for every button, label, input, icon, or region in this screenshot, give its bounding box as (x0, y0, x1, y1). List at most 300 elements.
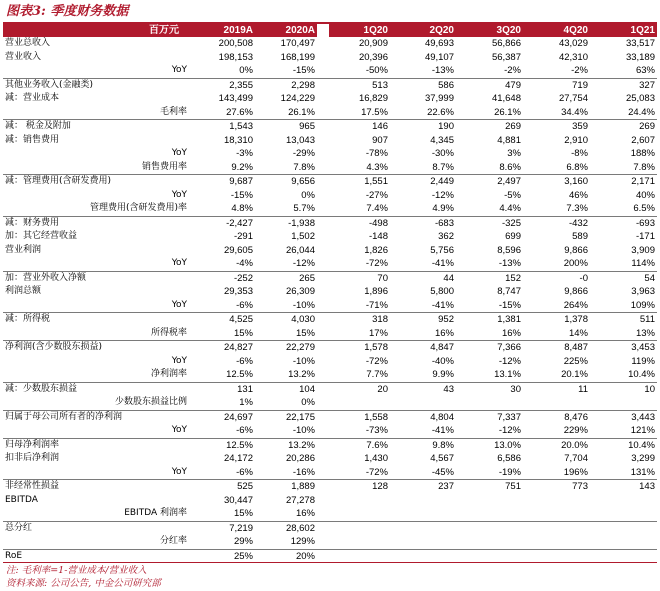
value-cell: 229% (523, 424, 590, 438)
value-cell: -40% (431, 355, 454, 367)
value-cell (590, 521, 657, 535)
value-cell: 1,543 (229, 121, 253, 132)
value-cell: 9.8% (432, 439, 454, 451)
value-cell: -1,938 (288, 217, 315, 229)
value-cell: 29% (193, 535, 255, 549)
value-cell: 27,278 (285, 494, 315, 506)
value-cell: 2,497 (497, 176, 521, 187)
figure-title: 图表3: 季度财务数据 (6, 4, 129, 19)
table-row (3, 438, 657, 452)
value-cell: -45% (390, 466, 456, 480)
gap-cell (317, 189, 329, 203)
table-row (3, 257, 657, 271)
row-label: 加：其它经营收益 (5, 231, 78, 241)
value-cell: 1,826 (364, 244, 388, 256)
value-cell: 49,107 (424, 51, 454, 63)
row-label: 毛利率 (3, 106, 193, 120)
table-row (3, 368, 657, 382)
gap-cell (317, 452, 329, 466)
value-cell: 26.1% (255, 106, 317, 120)
value-cell: 26,044 (285, 244, 315, 256)
table-row (3, 355, 657, 369)
value-cell: -6% (236, 355, 253, 367)
value-cell: 20 (377, 383, 388, 395)
value-cell: 5,800 (430, 286, 454, 297)
row-label: EBITDA 利润率 (3, 507, 193, 521)
value-cell: 131 (237, 383, 253, 395)
value-cell: 15% (255, 327, 317, 341)
value-cell: 479 (505, 79, 521, 91)
header-unit-label: 百万元 (3, 24, 193, 37)
value-cell: 29,605 (223, 244, 253, 256)
value-cell: 4.9% (390, 202, 456, 216)
value-cell: 3% (507, 148, 521, 159)
row-label: YoY (3, 257, 193, 271)
value-cell: 22,175 (285, 411, 315, 423)
table-row (3, 382, 657, 396)
value-cell: 119% (631, 355, 655, 367)
value-cell: 13.2% (255, 368, 317, 382)
row-label: 净利润率 (3, 368, 193, 382)
row-label: 非经常性损益 (5, 481, 60, 491)
value-cell: 2,607 (631, 134, 655, 146)
value-cell: 9.2% (193, 161, 255, 175)
value-cell: 43,029 (558, 38, 588, 49)
value-cell: -15% (230, 189, 253, 201)
value-cell: 200% (523, 257, 590, 271)
value-cell: -12% (431, 189, 454, 201)
value-cell: 43 (443, 383, 454, 395)
row-label: EBITDA (5, 494, 38, 505)
value-cell (523, 494, 590, 508)
value-cell: 7,704 (564, 453, 588, 464)
value-cell: -0 (579, 272, 588, 284)
gap-cell (317, 535, 329, 549)
gap-cell (317, 92, 329, 106)
value-cell: 362 (438, 231, 454, 242)
gap-cell (317, 216, 329, 230)
value-cell: 17% (329, 327, 390, 341)
table-row (3, 51, 657, 65)
value-cell: 0% (193, 64, 255, 78)
value-cell: 70 (377, 272, 388, 284)
table-row (3, 466, 657, 480)
value-cell: 9,866 (564, 286, 588, 297)
value-cell: 24,172 (223, 453, 253, 464)
table-row (3, 494, 657, 508)
value-cell (329, 507, 390, 521)
value-cell: 225% (563, 355, 588, 367)
row-label: 减：所得税 (5, 314, 51, 324)
value-cell: 265 (299, 272, 315, 284)
gap-cell (317, 120, 329, 134)
row-label: YoY (3, 299, 193, 313)
value-cell: 20,396 (358, 51, 388, 63)
col-header: 4Q20 (523, 24, 590, 37)
value-cell: 8,596 (497, 244, 521, 256)
value-cell: 7.8% (590, 161, 657, 175)
value-cell: 1% (193, 396, 255, 410)
value-cell: 719 (572, 79, 588, 91)
value-cell (390, 521, 456, 535)
row-label: 利润总额 (5, 286, 42, 296)
gap-cell (317, 299, 329, 313)
row-label: 其他业务收入(金融类) (5, 79, 94, 90)
value-cell: 20,286 (285, 453, 315, 464)
value-cell: 1,558 (364, 411, 388, 423)
value-cell: -13% (456, 257, 523, 271)
gap-cell (317, 37, 329, 51)
value-cell (456, 396, 523, 410)
value-cell: -3% (236, 148, 253, 159)
value-cell: 907 (372, 134, 388, 146)
value-cell: 4,847 (430, 342, 454, 353)
value-cell: -13% (390, 64, 456, 78)
value-cell: 109% (590, 299, 657, 313)
value-cell: -27% (365, 189, 388, 201)
value-cell: 8,476 (564, 411, 588, 423)
value-cell: 359 (572, 121, 588, 132)
value-cell (523, 507, 590, 521)
value-cell: 124,229 (280, 93, 315, 104)
table-row (3, 549, 657, 563)
table-row (3, 341, 657, 355)
table-row (3, 161, 657, 175)
value-cell: -71% (329, 299, 390, 313)
value-cell: 1,378 (564, 314, 588, 325)
col-header: 2019A (193, 24, 255, 37)
value-cell: -291 (233, 231, 253, 242)
value-cell: 3,299 (631, 453, 655, 464)
gap-cell (317, 202, 329, 216)
table-row (3, 134, 657, 148)
value-cell: 16% (390, 327, 456, 341)
value-cell: 9,687 (229, 176, 253, 187)
value-cell: -73% (329, 424, 390, 438)
value-cell: 589 (572, 231, 588, 242)
value-cell: 49,693 (424, 38, 454, 49)
row-label: 减：管理费用(含研发费用) (5, 176, 112, 186)
table-body (3, 37, 657, 563)
gap-cell (317, 507, 329, 521)
gap-cell (317, 230, 329, 244)
gap-cell (317, 355, 329, 369)
value-cell: 2,298 (291, 79, 315, 91)
value-cell: 7.7% (329, 368, 390, 382)
value-cell: -6% (193, 466, 255, 480)
row-label: 分红率 (3, 535, 193, 549)
gap-cell (317, 341, 329, 355)
value-cell: 2,355 (229, 79, 253, 91)
value-cell (523, 549, 590, 563)
value-cell: -29% (292, 148, 315, 159)
value-cell: 15% (193, 507, 255, 521)
value-cell: -2,427 (226, 217, 253, 229)
value-cell: 44 (443, 272, 454, 284)
value-cell: 1,502 (291, 231, 315, 242)
row-label: 扣非后净利润 (5, 453, 60, 463)
value-cell: 3,909 (631, 244, 655, 256)
value-cell: 131% (590, 466, 657, 480)
gap-cell (317, 106, 329, 120)
value-cell: 146 (372, 121, 388, 132)
gap-cell (317, 78, 329, 92)
gap-cell (317, 396, 329, 410)
gap-cell (317, 368, 329, 382)
value-cell: 13.1% (456, 368, 523, 382)
value-cell: 26,309 (285, 286, 315, 297)
value-cell: 56,387 (491, 51, 521, 63)
value-cell: 22,279 (285, 342, 315, 353)
gap-cell (317, 64, 329, 78)
value-cell: 42,310 (558, 51, 588, 63)
value-cell (390, 549, 456, 563)
row-label: YoY (171, 355, 187, 366)
gap-cell (317, 285, 329, 299)
row-label: 减：少数股东损益 (5, 383, 78, 394)
row-label: 营业利润 (5, 244, 42, 255)
value-cell: 26.1% (456, 106, 523, 120)
gap-cell (317, 134, 329, 148)
value-cell (456, 494, 523, 508)
value-cell: 24,827 (223, 342, 253, 353)
table-row (3, 216, 657, 230)
value-cell: 121% (590, 424, 657, 438)
value-cell: 4,345 (430, 134, 454, 146)
footnote: 注: 毛利率=1-营业成本/营业收入 (6, 565, 147, 576)
value-cell: 8,747 (497, 286, 521, 297)
value-cell: 9,866 (564, 244, 588, 256)
value-cell: 25,083 (625, 93, 655, 104)
value-cell: 965 (299, 121, 315, 132)
row-label: 管理费用(含研发费用)率 (3, 202, 193, 216)
table-row (3, 313, 657, 327)
value-cell: 168,199 (280, 51, 315, 63)
table-row (3, 521, 657, 535)
value-cell (590, 494, 657, 508)
value-cell: 586 (438, 79, 454, 91)
gap-cell (317, 51, 329, 65)
value-cell: -2% (523, 64, 590, 78)
value-cell: 4,881 (497, 134, 521, 146)
value-cell (329, 494, 390, 508)
value-cell: 20,909 (358, 38, 388, 49)
value-cell: 200,508 (218, 38, 253, 49)
value-cell (456, 549, 523, 563)
value-cell: 6.5% (590, 202, 657, 216)
value-cell: 9.9% (390, 368, 456, 382)
value-cell: 24,697 (223, 411, 253, 423)
table-row (3, 147, 657, 161)
value-cell (390, 494, 456, 508)
value-cell: 15% (193, 327, 255, 341)
row-label: 减：财务费用 (5, 217, 60, 228)
table-row (3, 271, 657, 285)
value-cell: 27.6% (193, 106, 255, 120)
gap-cell (317, 175, 329, 189)
value-cell: 0% (255, 396, 317, 410)
gap-cell (317, 424, 329, 438)
value-cell (456, 521, 523, 535)
value-cell: 14% (523, 327, 590, 341)
value-cell: -30% (431, 148, 454, 159)
gap-cell (317, 244, 329, 258)
value-cell: -4% (193, 257, 255, 271)
value-cell: 3,963 (631, 286, 655, 297)
table-row (3, 189, 657, 203)
row-label: RoE (5, 550, 23, 561)
gap-cell (317, 257, 329, 271)
gap-cell (317, 382, 329, 396)
value-cell: 10.4% (590, 368, 657, 382)
gap-cell (317, 313, 329, 327)
value-cell (329, 521, 390, 535)
source-note: 资料来源: 公司公告, 中金公司研究部 (6, 578, 161, 589)
value-cell: 699 (505, 231, 521, 242)
value-cell: -693 (635, 217, 655, 229)
row-label: 加：营业外收入净额 (5, 272, 87, 283)
value-cell (456, 507, 523, 521)
value-cell: 0% (301, 189, 315, 201)
table-row (3, 78, 657, 92)
gap-cell (317, 494, 329, 508)
value-cell: -72% (329, 466, 390, 480)
gap-cell (317, 271, 329, 285)
value-cell: 773 (572, 481, 588, 492)
value-cell: 3,443 (631, 411, 655, 423)
value-cell: 1,551 (364, 176, 388, 187)
row-label: 归母净利润率 (5, 439, 60, 450)
value-cell: 4.8% (193, 202, 255, 216)
value-cell: 8.7% (390, 161, 456, 175)
value-cell: 10 (644, 383, 655, 395)
table-row (3, 535, 657, 549)
gap-cell (317, 161, 329, 175)
value-cell: 63% (590, 64, 657, 78)
row-label: 归属于母公司所有者的净利润 (5, 411, 123, 422)
table-row (3, 452, 657, 466)
value-cell: -50% (329, 64, 390, 78)
value-cell: -10% (255, 424, 317, 438)
value-cell (590, 396, 657, 410)
row-label: YoY (3, 466, 193, 480)
value-cell (390, 507, 456, 521)
value-cell: 20.1% (523, 368, 590, 382)
gap-cell (317, 410, 329, 424)
value-cell (329, 396, 390, 410)
value-cell: 18,310 (223, 134, 253, 146)
value-cell: 7,219 (229, 522, 253, 534)
value-cell: 2,171 (631, 176, 655, 187)
value-cell: -432 (568, 217, 588, 229)
value-cell: 7.3% (523, 202, 590, 216)
value-cell: 11 (578, 383, 588, 395)
table-row (3, 285, 657, 299)
gap-cell (317, 438, 329, 452)
value-cell: 33,517 (625, 38, 655, 49)
table-row (3, 396, 657, 410)
value-cell: 9,656 (291, 176, 315, 187)
table-row (3, 244, 657, 258)
value-cell: -12% (498, 355, 521, 367)
value-cell: 513 (372, 79, 388, 91)
row-label: 减： 税金及附加 (5, 121, 71, 131)
table-row (3, 64, 657, 78)
value-cell: 12.5% (193, 368, 255, 382)
value-cell: -8% (571, 148, 588, 159)
value-cell: -2% (456, 64, 523, 78)
value-cell: 237 (438, 481, 454, 492)
table-row (3, 410, 657, 424)
gap-cell (317, 147, 329, 161)
value-cell: 2,910 (564, 134, 588, 146)
value-cell: 30,447 (223, 494, 253, 506)
value-cell: 16,829 (358, 93, 388, 104)
value-cell: 4,804 (430, 411, 454, 423)
value-cell (523, 396, 590, 410)
col-header: 3Q20 (456, 24, 523, 37)
value-cell (329, 549, 390, 563)
value-cell: -6% (193, 424, 255, 438)
value-cell: 30 (510, 383, 521, 395)
value-cell: -325 (501, 217, 521, 229)
gap-cell (317, 521, 329, 535)
value-cell: 6,586 (497, 453, 521, 464)
value-cell (590, 507, 657, 521)
value-cell: 27,754 (558, 93, 588, 104)
value-cell: 104 (299, 383, 315, 395)
gap-cell (317, 24, 329, 37)
value-cell: 41,648 (491, 93, 521, 104)
row-label: YoY (171, 189, 187, 200)
value-cell: 269 (505, 121, 521, 132)
value-cell: 20.0% (561, 439, 588, 451)
value-cell: 128 (372, 481, 388, 492)
value-cell: -148 (368, 231, 388, 242)
gap-cell (317, 480, 329, 494)
value-cell: 13.0% (494, 439, 521, 451)
value-cell: 13% (590, 327, 657, 341)
gap-cell (317, 327, 329, 341)
row-label: 所得税率 (3, 327, 193, 341)
value-cell: 952 (438, 314, 454, 325)
value-cell: 54 (644, 272, 655, 284)
col-header: 2Q20 (390, 24, 456, 37)
value-cell: 269 (639, 121, 655, 132)
row-label: 少数股东损益比例 (3, 396, 193, 410)
row-label: 减：营业成本 (5, 93, 60, 103)
value-cell: 751 (505, 481, 521, 492)
value-cell: 264% (523, 299, 590, 313)
value-cell: -16% (255, 466, 317, 480)
value-cell: -10% (255, 299, 317, 313)
value-cell: 1,578 (364, 342, 388, 353)
table-row (3, 424, 657, 438)
value-cell: -41% (390, 257, 456, 271)
value-cell: 29,353 (223, 286, 253, 297)
table-row (3, 507, 657, 521)
value-cell: -15% (456, 299, 523, 313)
value-cell: 152 (505, 272, 521, 284)
value-cell: 143,499 (218, 93, 253, 104)
value-cell: 7.4% (329, 202, 390, 216)
value-cell: 4.4% (456, 202, 523, 216)
gap-cell (317, 549, 329, 563)
value-cell: 1,430 (364, 453, 388, 464)
value-cell: 114% (590, 257, 657, 271)
value-cell: 188% (630, 148, 655, 159)
value-cell: 327 (639, 79, 655, 91)
